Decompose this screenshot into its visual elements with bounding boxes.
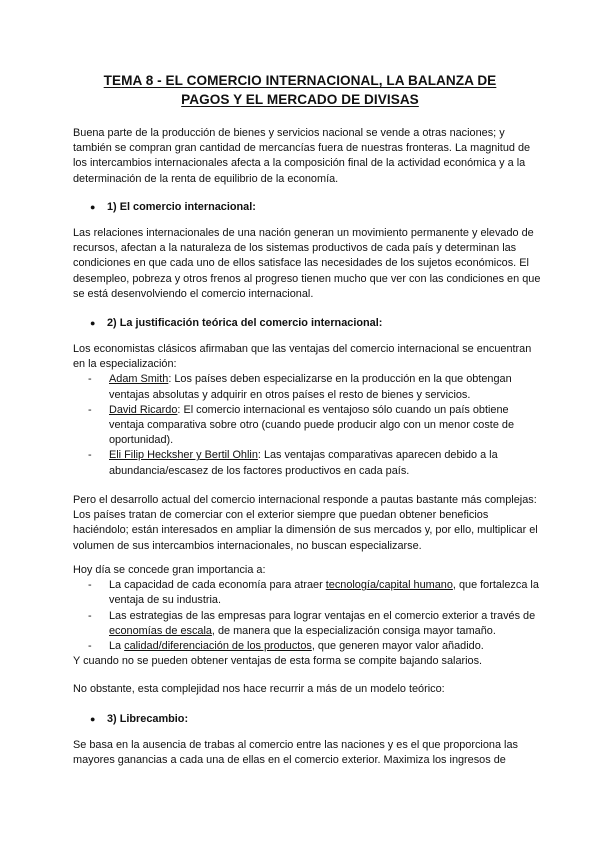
dash-marker: - xyxy=(88,579,92,592)
list-item: - La calidad/diferenciación de los productos, que generen mayor valor añadido. xyxy=(73,639,543,654)
section-2-intro: Los economistas clásicos afirmaban que las ventajas del comercio internacional se encuentran en la especialización: xyxy=(73,343,532,371)
importance-closing: Y cuando no se pueden obtener ventajas de esta forma se compite bajando salarios. xyxy=(73,655,483,668)
key-term: tecnología/capital humano xyxy=(325,579,453,592)
title-line-2: PAGOS Y EL MERCADO DE DIVISAS xyxy=(181,92,419,107)
section-3-heading xyxy=(90,712,188,727)
bullet-icon: ● xyxy=(90,318,96,328)
list-item: - Eli Filip Hecksher y Bertil Ohlin: Las ventajas comparativas aparecen debido a la abundancia/escasez de los factores productivos en cada país. xyxy=(88,449,498,477)
section-2-body xyxy=(73,342,543,479)
section-2-paragraph-2: Pero el desarrollo actual del comercio internacional responde a pautas bastante más complejas: Los países tratan de comerciar con el exterior siempre que puedan obtener beneficios haciéndolo; están interesados en ampliar la dimensión de sus mercados y, por ello, multiplicar el volumen de sus intercambios internacionales, no buscan especializarse. xyxy=(73,494,538,552)
document-title xyxy=(60,71,540,109)
section-1-heading xyxy=(90,200,256,215)
importance-intro: Hoy día se concede gran importancia a: xyxy=(73,564,266,576)
bullet-icon: ● xyxy=(90,714,96,724)
dash-marker: - xyxy=(88,449,92,462)
list-item: - Las estrategias de las empresas para lograr ventajas en el comercio exterior a través de economías de escala, de manera que la especialización consiga mayor tamaño. xyxy=(88,609,536,637)
list-item: - La capacidad de cada economía para atraer tecnología/capital humano, que fortalezca la ventaja de su industria. xyxy=(88,579,539,607)
section-2-importance xyxy=(73,563,543,669)
dash-marker: - xyxy=(88,609,92,622)
section-1-title: 1) El comercio internacional: xyxy=(107,201,256,213)
economist-name: Eli Filip Hecksher y Bertil Ohlin xyxy=(109,449,258,462)
intro-paragraph: Buena parte de la producción de bienes y servicios nacional se vende a otras naciones; y también se compran gran cantidad de mercancías fuera de nuestras fronteras. La magnitud de los intercambios internacionales afecta a la composición final de la actividad económica y a la determinación de la renta de equilibrio de la economía. xyxy=(73,127,531,185)
bullet-icon: ● xyxy=(90,202,96,212)
list-item: - David Ricardo: El comercio internacional es ventajoso sólo cuando un país obtiene ventaja comparativa sobre otro (cuando puede producir algo con un menor coste de oportunidad). xyxy=(88,403,515,447)
section-2-heading xyxy=(90,316,382,331)
key-term: economías de escala xyxy=(109,624,212,637)
economist-name: David Ricardo xyxy=(109,403,178,416)
economist-name: Adam Smith xyxy=(109,373,169,386)
key-term: calidad/diferenciación de los productos xyxy=(124,640,312,653)
section-3-title: 3) Librecambio: xyxy=(107,713,189,725)
section-2-title: 2) La justificación teórica del comercio internacional: xyxy=(107,317,383,329)
dash-marker: - xyxy=(88,640,92,653)
economists-list xyxy=(73,372,543,478)
section-2-paragraph-4: No obstante, esta complejidad nos hace recurrir a más de un modelo teórico: xyxy=(73,683,445,695)
title-line-1: TEMA 8 - EL COMERCIO INTERNACIONAL, LA BALANZA DE xyxy=(103,73,497,88)
dash-marker: - xyxy=(88,403,92,416)
list-item: - Adam Smith: Los países deben especializarse en la producción en la que obtengan ventajas absolutas y adquirir en otros países el resto de bienes y servicios. xyxy=(88,373,512,401)
importance-list xyxy=(73,578,543,654)
dash-marker: - xyxy=(88,373,92,386)
section-3-paragraph: Se basa en la ausencia de trabas al comercio entre las naciones y es el que proporciona las mayores ganancias a cada una de ellas en el comercio exterior. Maximiza los ingresos de xyxy=(73,739,518,767)
section-1-paragraph: Las relaciones internacionales de una nación generan un movimiento permanente y elevado de recursos, afectan a la naturaleza de los sistemas productivos de cada país y determinan las condiciones en que cada uno de ellos satisface las necesidades de los sujetos económicos. El desempleo, pobreza y otros frenos al progreso tienen mucho que ver con las condiciones en que se está desenvolviendo el comercio internacional. xyxy=(73,227,541,300)
